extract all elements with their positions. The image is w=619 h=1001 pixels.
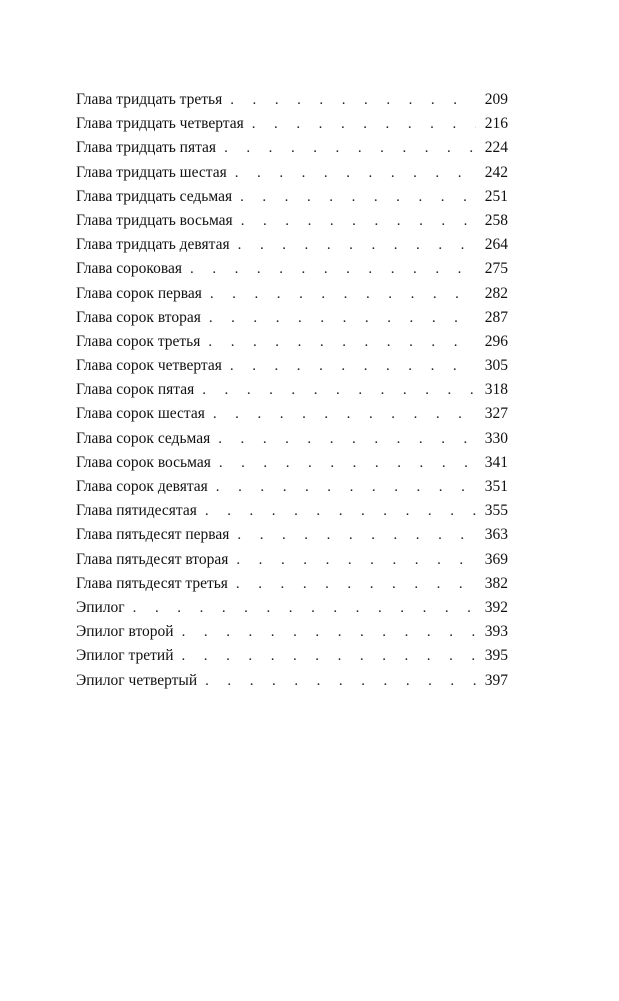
toc-entry-page: 258: [484, 211, 508, 229]
toc-entry-title: Глава тридцать третья: [76, 91, 223, 108]
toc-entry: [76, 112, 508, 136]
toc-entry: [76, 306, 508, 330]
toc-entry-title: Глава сорок четвертая: [76, 357, 222, 375]
toc-entry-page: 209: [484, 91, 508, 108]
toc-entry-page: 224: [484, 139, 508, 157]
dot-leader: [237, 523, 476, 547]
toc-entry-title: Глава сорок вторая: [76, 308, 201, 326]
toc-entry-title: Глава тридцать седьмая: [76, 187, 233, 205]
dot-leader: [216, 475, 476, 499]
dot-leader: [241, 209, 476, 233]
toc-entry: [76, 427, 508, 451]
toc-entry-page: 305: [484, 357, 508, 375]
toc-entry-title: Глава тридцать четвертая: [76, 115, 244, 133]
toc-entry: [76, 572, 508, 596]
dot-leader: [208, 330, 476, 354]
dot-leader: [202, 378, 476, 402]
toc-entry: [76, 523, 508, 547]
toc-entry-page: 392: [484, 598, 508, 616]
table-of-contents: [76, 88, 508, 693]
toc-entry-page: 395: [484, 647, 508, 665]
dot-leader: [230, 88, 476, 112]
toc-entry-title: Эпилог: [76, 598, 125, 616]
toc-entry-title: Глава сорок девятая: [76, 478, 208, 495]
dot-leader: [182, 644, 477, 668]
dot-leader: [252, 112, 476, 136]
toc-entry-title: Глава сороковая: [76, 260, 183, 278]
toc-entry: [76, 282, 508, 306]
toc-entry-page: 397: [484, 671, 508, 689]
toc-entry: [76, 233, 508, 257]
toc-entry-page: 264: [484, 236, 508, 254]
toc-entry-title: Эпилог третий: [76, 647, 174, 665]
dot-leader: [210, 282, 476, 306]
toc-entry-title: Глава пятьдесят вторая: [76, 550, 229, 568]
toc-entry-page: 382: [484, 574, 508, 592]
toc-entry: [76, 136, 508, 160]
dot-leader: [190, 257, 476, 281]
dot-leader: [230, 354, 476, 378]
dot-leader: [236, 572, 476, 596]
toc-entry-title: Глава тридцать девятая: [76, 236, 230, 254]
toc-entry: [76, 451, 508, 475]
toc-entry: [76, 209, 508, 233]
toc-entry-title: Глава сорок третья: [76, 332, 201, 350]
dot-leader: [218, 427, 476, 451]
toc-entry: [76, 161, 508, 185]
toc-entry-title: Глава тридцать пятая: [76, 139, 217, 157]
dot-leader: [224, 136, 476, 160]
toc-entry-title: Глава пятьдесят первая: [76, 526, 230, 544]
toc-entry-page: 363: [484, 526, 508, 544]
toc-entry: [76, 402, 508, 426]
dot-leader: [213, 402, 476, 426]
toc-entry: [76, 644, 508, 668]
toc-entry-title: Глава сорок восьмая: [76, 453, 211, 471]
toc-entry-page: 242: [484, 163, 508, 181]
toc-entry-title: Глава тридцать восьмая: [76, 211, 233, 229]
toc-entry-page: 351: [484, 478, 508, 495]
toc-entry: [76, 620, 508, 644]
toc-entry: [76, 354, 508, 378]
dot-leader: [205, 669, 476, 693]
toc-entry-page: 369: [484, 550, 508, 568]
toc-entry: [76, 475, 508, 499]
toc-entry-title: Эпилог второй: [76, 623, 174, 641]
dot-leader: [182, 620, 476, 644]
toc-entry-page: 327: [484, 405, 508, 423]
toc-entry: [76, 88, 508, 112]
toc-entry-page: 287: [484, 308, 508, 326]
dot-leader: [240, 185, 476, 209]
dot-leader: [235, 161, 476, 185]
toc-entry-page: 275: [484, 260, 508, 278]
toc-entry-title: Глава пятьдесят третья: [76, 574, 228, 592]
toc-entry-page: 393: [484, 623, 508, 641]
toc-entry-page: 318: [484, 381, 508, 399]
toc-entry: [76, 596, 508, 620]
toc-entry: [76, 378, 508, 402]
toc-entry-title: Эпилог четвертый: [76, 671, 198, 689]
dot-leader: [219, 451, 476, 475]
dot-leader: [133, 596, 476, 620]
toc-entry-title: Глава пятидесятая: [76, 502, 197, 520]
toc-entry-title: Глава тридцать шестая: [76, 163, 227, 181]
toc-entry: [76, 257, 508, 281]
dot-leader: [236, 548, 476, 572]
toc-entry-page: 251: [484, 187, 508, 205]
toc-entry-page: 216: [484, 115, 508, 133]
dot-leader: [238, 233, 476, 257]
toc-entry-page: 341: [484, 453, 508, 471]
toc-entry: [76, 330, 508, 354]
toc-entry-page: 330: [484, 429, 508, 447]
toc-entry-title: Глава сорок пятая: [76, 381, 195, 399]
toc-entry: [76, 669, 508, 693]
dot-leader: [205, 499, 476, 523]
toc-entry: [76, 499, 508, 523]
toc-entry: [76, 548, 508, 572]
toc-entry-page: 355: [484, 502, 508, 520]
toc-entry-title: Глава сорок седьмая: [76, 429, 211, 447]
dot-leader: [209, 306, 476, 330]
toc-entry-page: 282: [484, 284, 508, 302]
toc-entry-title: Глава сорок первая: [76, 284, 202, 302]
toc-entry-page: 296: [484, 332, 508, 350]
toc-entry-title: Глава сорок шестая: [76, 405, 205, 423]
toc-entry: [76, 185, 508, 209]
